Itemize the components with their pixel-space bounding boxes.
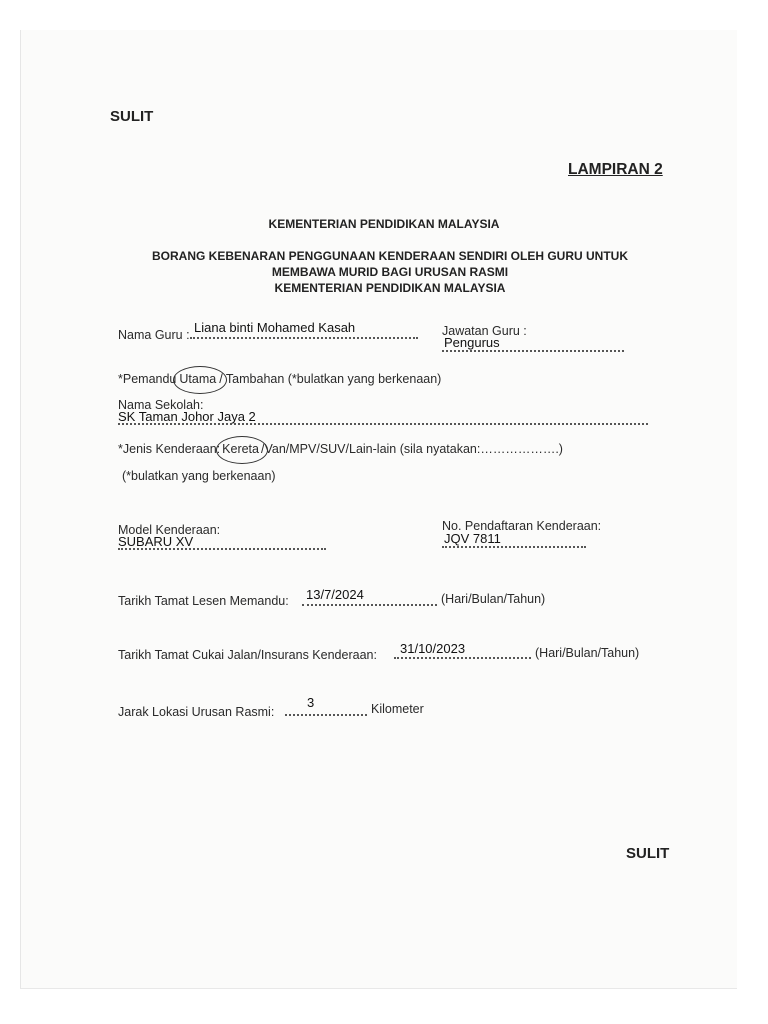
selection-circle-icon — [173, 366, 227, 394]
jenis-kenderaan-option-selected[interactable]: Kereta — [220, 442, 261, 456]
no-pendaftaran-value[interactable]: JQV 7811 — [444, 531, 501, 546]
pemandu-row — [118, 372, 441, 386]
form-title-line1: BORANG KEBENARAN PENGGUNAAN KENDERAAN SENDIRI OLEH GURU UNTUK — [151, 249, 628, 263]
pemandu-rest: / Tambahan (*bulatkan yang berkenaan) — [219, 372, 442, 386]
tarikh-lesen-suffix: (Hari/Bulan/Tahun) — [441, 592, 546, 606]
tarikh-cukai-suffix: (Hari/Bulan/Tahun) — [535, 646, 640, 660]
jawatan-guru-value[interactable]: Pengurus — [444, 335, 500, 350]
ministry-heading: KEMENTERIAN PENDIDIKAN MALAYSIA — [268, 217, 500, 231]
pemandu-option-selected[interactable]: Utama — [176, 372, 219, 386]
model-kenderaan-label: Model Kenderaan: — [118, 523, 221, 537]
jenis-kenderaan-rest: /Van/MPV/SUV/Lain-lain (sila nyatakan:……………….) — [261, 442, 563, 456]
nama-guru-value[interactable]: Liana binti Mohamed Kasah — [194, 320, 356, 335]
nama-guru-label: Nama Guru : — [118, 328, 190, 342]
nama-sekolah-label: Nama Sekolah: — [118, 398, 204, 412]
tarikh-cukai-value[interactable]: 31/10/2023 — [400, 641, 466, 656]
lampiran-label: LAMPIRAN 2 — [568, 161, 663, 178]
tarikh-cukai-dotted-line — [394, 657, 531, 659]
no-pendaftaran-label: No. Pendaftaran Kenderaan: — [442, 519, 602, 533]
jenis-kenderaan-row — [118, 442, 563, 456]
nama-guru-dotted-line — [190, 337, 418, 339]
jarak-value[interactable]: 3 — [307, 695, 315, 710]
nama-sekolah-value[interactable]: SK Taman Johor Jaya 2 — [118, 409, 256, 424]
jawatan-guru-label: Jawatan Guru : — [442, 324, 527, 338]
form-title-line2: MEMBAWA MURID BAGI URUSAN RASMI — [271, 265, 509, 279]
no-pendaftaran-dotted-line — [442, 546, 586, 548]
jawatan-guru-dotted-line — [442, 350, 624, 352]
sulit-top-label: SULIT — [110, 108, 154, 125]
jarak-label: Jarak Lokasi Urusan Rasmi: — [118, 705, 275, 719]
pemandu-prefix: *Pemandu — [118, 372, 177, 386]
model-kenderaan-value[interactable]: SUBARU XV — [118, 534, 194, 549]
sulit-bottom-label: SULIT — [626, 845, 670, 862]
jarak-suffix: Kilometer — [371, 702, 424, 716]
tarikh-lesen-value[interactable]: 13/7/2024 — [306, 587, 364, 602]
jenis-kenderaan-prefix: *Jenis Kenderaan: — [118, 442, 221, 456]
tarikh-cukai-label: Tarikh Tamat Cukai Jalan/Insurans Kenderaan: — [118, 648, 377, 662]
selection-circle-icon — [216, 436, 268, 464]
tarikh-lesen-dotted-line — [302, 604, 437, 606]
tarikh-lesen-label: Tarikh Tamat Lesen Memandu: — [118, 594, 289, 608]
form-title-line3: KEMENTERIAN PENDIDIKAN MALAYSIA — [274, 281, 506, 295]
jarak-dotted-line — [285, 714, 367, 716]
jenis-kenderaan-note: (*bulatkan yang berkenaan) — [122, 469, 276, 483]
